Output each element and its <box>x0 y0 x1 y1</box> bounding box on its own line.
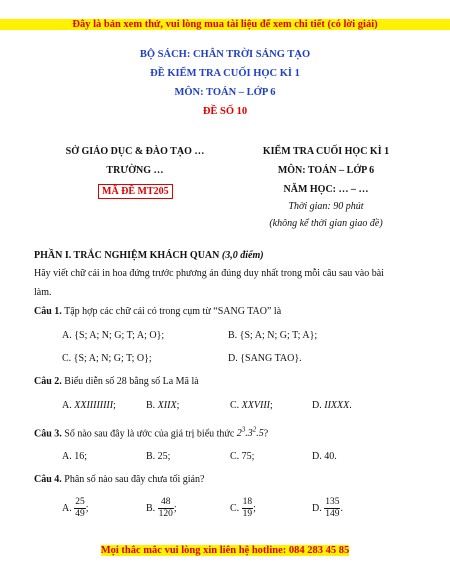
q4-option-b-end: ; <box>173 503 177 514</box>
question-2-text: Biểu diễn số 28 bằng số La Mã là <box>64 376 199 387</box>
q2-option-c-letter: C. <box>230 400 240 411</box>
question-4-text: Phân số nào sau đây chưa tối giản? <box>64 474 205 485</box>
instruction-line-1: Hãy viết chữ cái in hoa đứng trước phương án đúng duy nhất trong mỗi câu sau vào bài <box>34 268 384 279</box>
q3-expr-base: 2 <box>236 428 242 440</box>
section-heading <box>34 250 264 261</box>
q4-option-d-fraction <box>324 497 340 520</box>
q4-a-denominator: 49 <box>75 509 85 519</box>
exam-number: ĐỀ SỐ 10 <box>202 106 248 117</box>
q4-option-d-end: . <box>340 503 343 514</box>
question-2 <box>34 376 199 387</box>
q3-question-mark: ? <box>263 428 269 440</box>
department-name: SỞ GIÁO DỤC & ĐÀO TẠO … <box>65 146 205 157</box>
q3-expression <box>237 428 264 439</box>
q1-option-b: B. {S; A; N; G; T; A}; <box>228 330 318 341</box>
q2-option-c <box>230 400 273 411</box>
question-1-label: Câu 1. <box>34 306 62 317</box>
exam-duration: Thời gian: 90 phút <box>288 201 364 212</box>
q1-option-a: A. {S; A; N; G; T; A; O}; <box>62 330 165 341</box>
q4-option-c-letter: C. <box>230 503 240 514</box>
subject-title: MÔN: TOÁN – LỚP 6 <box>174 87 276 98</box>
q4-option-a <box>62 497 89 520</box>
book-series-title: BỘ SÁCH: CHÂN TRỜI SÁNG TẠO <box>139 49 311 60</box>
q3-expr-exp2: 2 <box>252 426 257 434</box>
exam-heading: KIỂM TRA CUỐI HỌC KÌ 1 <box>262 146 390 157</box>
section-points: (3,0 điểm) <box>221 250 264 261</box>
question-4-label: Câu 4. <box>34 474 62 485</box>
q3-expr-mid: .3 <box>245 428 253 440</box>
school-year: NĂM HỌC: … – … <box>283 184 369 195</box>
q4-option-c-fraction <box>242 497 254 520</box>
q4-d-numerator: 135 <box>325 497 340 507</box>
q4-d-denominator: 149 <box>325 509 340 519</box>
exam-title: ĐỀ KIỂM TRA CUỐI HỌC KÌ 1 <box>150 68 300 79</box>
exam-code-badge: MÃ ĐỀ MT205 <box>98 184 173 199</box>
question-3-text: Số nào sau đây là ước của giá trị biểu thức <box>64 428 235 440</box>
q3-option-a: A. 16; <box>62 451 87 462</box>
school-name: TRƯỜNG … <box>106 165 164 176</box>
q2-option-d-letter: D. <box>312 400 322 411</box>
question-2-label: Câu 2. <box>34 376 62 387</box>
q2-option-b <box>146 400 179 411</box>
q4-option-b <box>146 497 177 520</box>
question-1-text: Tập hợp các chữ cái có trong cụm từ “SANG TAO” là <box>64 306 282 317</box>
duration-note: (không kể thời gian giao đề) <box>269 218 383 229</box>
q3-option-d: D. 40. <box>312 451 337 462</box>
q2-option-a-value: XXIIIIIIII <box>74 400 114 411</box>
q4-b-denominator: 120 <box>158 509 173 519</box>
q2-option-a-letter: A. <box>62 400 72 411</box>
q2-option-d <box>312 400 352 411</box>
q4-option-a-fraction <box>74 497 86 520</box>
hotline-footer <box>0 545 450 556</box>
q2-option-b-letter: B. <box>146 400 156 411</box>
preview-banner: Đây là bản xem thử, vui lòng mua tài liệu để xem chi tiết (có lời giải) <box>0 19 450 30</box>
hotline-text: Mọi thắc mắc vui lòng xin liên hệ hotline: 084 283 45 85 <box>100 545 350 556</box>
q4-option-c-end: ; <box>253 503 256 514</box>
q3-option-b: B. 25; <box>146 451 171 462</box>
q4-option-d <box>312 497 343 520</box>
question-3 <box>34 426 268 439</box>
q4-option-b-letter: B. <box>146 503 156 514</box>
q2-option-c-value: XXVIII <box>241 400 270 411</box>
q2-option-b-value: XIIX <box>157 400 177 411</box>
q4-b-numerator: 48 <box>158 497 174 509</box>
question-4 <box>34 474 204 485</box>
q4-a-numerator: 25 <box>75 497 85 507</box>
q2-option-d-end: . <box>349 400 352 411</box>
q4-option-a-end: ; <box>85 503 89 514</box>
q3-expr-end: .5 <box>256 428 264 440</box>
q2-option-c-end: ; <box>270 400 273 411</box>
q4-option-c <box>230 497 256 520</box>
q1-option-d: D. {SANG TAO}. <box>228 353 302 364</box>
question-1 <box>34 306 281 317</box>
q1-option-c: C. {S; A; N; G; T; O}; <box>62 353 152 364</box>
q2-option-d-value: IIXXX <box>324 400 350 411</box>
question-3-label: Câu 3. <box>34 428 62 440</box>
instruction-line-2: làm. <box>34 287 52 298</box>
q4-option-a-letter: A. <box>62 503 72 514</box>
q2-option-a-end: ; <box>113 400 116 411</box>
q4-option-b-fraction <box>158 497 174 520</box>
q4-c-numerator: 18 <box>242 497 253 507</box>
section-title: PHẦN I. TRẮC NGHIỆM KHÁCH QUAN <box>34 250 220 261</box>
q2-option-a <box>62 400 116 411</box>
q4-option-d-letter: D. <box>312 503 322 514</box>
q3-option-c: C. 75; <box>230 451 255 462</box>
q3-expr-exp1: 3 <box>241 426 246 434</box>
exam-subject: MÔN: TOÁN – LỚP 6 <box>277 165 375 176</box>
q2-option-b-end: ; <box>176 400 180 411</box>
q4-c-denominator: 19 <box>242 509 253 519</box>
